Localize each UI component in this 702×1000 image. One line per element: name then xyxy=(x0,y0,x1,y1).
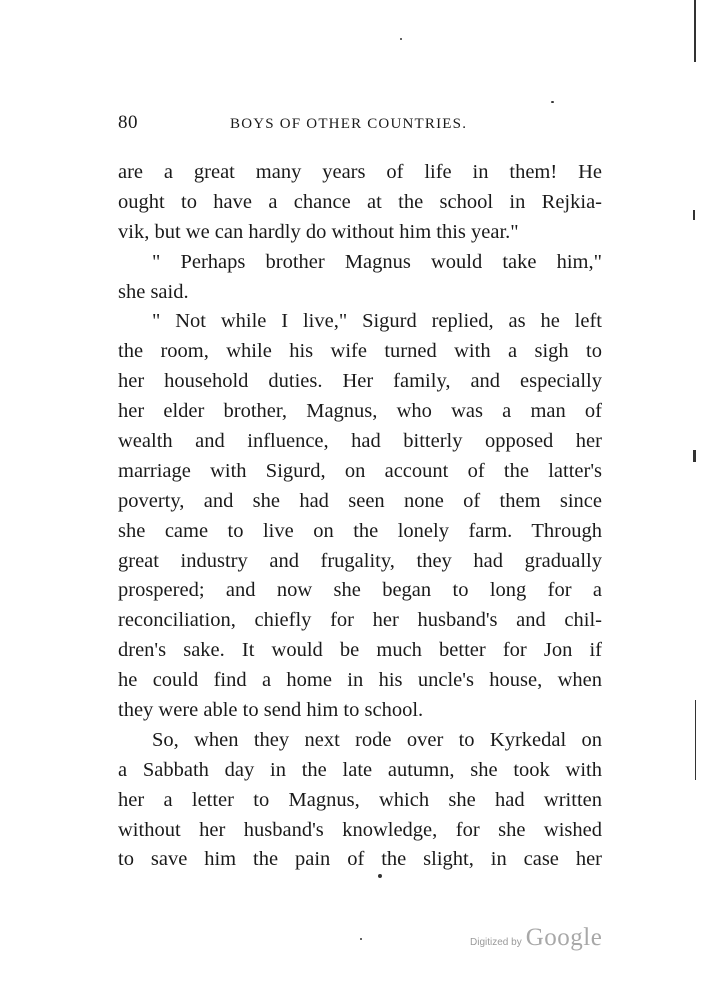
text-line: " Not while I live," Sigurd replied, as he left xyxy=(152,310,602,333)
scan-edge-mark xyxy=(693,210,695,220)
text-line: wealth and influence, had bitterly opposed her xyxy=(118,430,602,453)
page-header xyxy=(118,112,602,142)
page-number: 80 xyxy=(118,112,138,133)
scan-speck xyxy=(400,38,402,40)
scan-edge-mark xyxy=(694,0,696,62)
running-title: BOYS OF OTHER COUNTRIES. xyxy=(230,116,468,132)
watermark-prefix: Digitized by xyxy=(470,937,522,948)
text-line: to save him the pain of the slight, in case her xyxy=(118,848,602,871)
text-line: her a letter to Magnus, which she had written xyxy=(118,788,602,811)
scan-speck xyxy=(360,938,362,940)
text-line: So, when they next rode over to Kyrkedal on xyxy=(152,728,602,751)
text-line: dren's sake. It would be much better for Jon if xyxy=(118,639,602,662)
text-line: she came to live on the lonely farm. Through xyxy=(118,519,602,542)
text-line: her household duties. Her family, and especially xyxy=(118,370,602,393)
scan-speck xyxy=(551,101,554,103)
text-line: great industry and frugality, they had gradually xyxy=(118,549,602,572)
text-line: prospered; and now she began to long for a xyxy=(118,579,602,602)
scan-edge-mark xyxy=(695,700,696,780)
scan-edge-mark xyxy=(693,450,696,462)
text-line: she said. xyxy=(118,280,189,303)
google-watermark xyxy=(470,924,602,952)
text-line: reconciliation, chiefly for her husband's and chil- xyxy=(118,609,602,632)
text-line: a Sabbath day in the late autumn, she took with xyxy=(118,758,602,781)
google-logo: Google xyxy=(525,924,603,951)
text-line: poverty, and she had seen none of them since xyxy=(118,489,602,512)
text-line: her elder brother, Magnus, who was a man of xyxy=(118,400,602,423)
text-line: they were able to send him to school. xyxy=(118,699,424,722)
body-text xyxy=(118,158,602,875)
text-line: vik, but we can hardly do without him this year." xyxy=(118,220,519,243)
text-line: he could find a home in his uncle's house, when xyxy=(118,669,602,692)
text-line: " Perhaps brother Magnus would take him," xyxy=(152,250,602,273)
text-line: are a great many years of life in them! He xyxy=(118,161,602,183)
text-line: marriage with Sigurd, on account of the latter's xyxy=(118,459,602,482)
text-line: ought to have a chance at the school in Rejkia- xyxy=(118,190,602,213)
text-line: without her husband's knowledge, for she wished xyxy=(118,818,602,841)
text-line: the room, while his wife turned with a sigh to xyxy=(118,340,602,363)
